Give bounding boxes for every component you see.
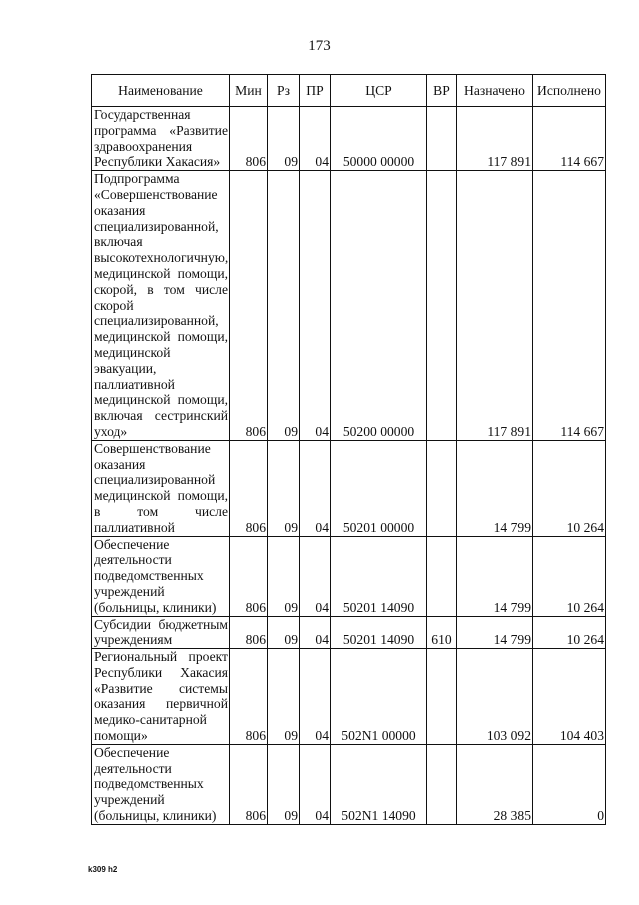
row-csr: 502N1 00000 [331,649,427,745]
table-row [92,744,606,824]
table-row [92,440,606,536]
row-pr: 04 [300,171,331,441]
row-assigned: 103 092 [457,649,533,745]
row-min: 806 [230,616,268,649]
table-row [92,649,606,745]
row-pr: 04 [300,616,331,649]
row-executed: 114 667 [533,171,606,441]
row-pr: 04 [300,107,331,171]
row-assigned: 14 799 [457,536,533,616]
row-min: 806 [230,536,268,616]
row-assigned: 28 385 [457,744,533,824]
row-min: 806 [230,744,268,824]
row-rz: 09 [268,440,300,536]
row-executed: 10 264 [533,440,606,536]
header-vr: ВР [427,75,457,107]
row-pr: 04 [300,649,331,745]
row-rz: 09 [268,107,300,171]
row-assigned: 117 891 [457,171,533,441]
row-csr: 50000 00000 [331,107,427,171]
row-pr: 04 [300,536,331,616]
row-executed: 10 264 [533,536,606,616]
header-row [92,75,606,107]
row-min: 806 [230,171,268,441]
row-vr [427,649,457,745]
row-vr [427,744,457,824]
row-name: Государственная программа «Развитие здравоохранения Республики Хакасия» [92,107,230,171]
row-vr [427,171,457,441]
header-pr: ПР [300,75,331,107]
header-csr: ЦСР [331,75,427,107]
row-min: 806 [230,107,268,171]
row-vr: 610 [427,616,457,649]
row-vr [427,536,457,616]
row-min: 806 [230,440,268,536]
row-csr: 50201 00000 [331,440,427,536]
row-pr: 04 [300,744,331,824]
table-row [92,171,606,441]
table-row [92,616,606,649]
row-assigned: 14 799 [457,440,533,536]
row-assigned: 14 799 [457,616,533,649]
row-name: Совершенствование оказания специализированной медицинской помощи, в том числе паллиативной [92,440,230,536]
row-name: Субсидии бюджетным учреждениям [92,616,230,649]
row-rz: 09 [268,744,300,824]
row-vr [427,440,457,536]
row-csr: 50200 00000 [331,171,427,441]
row-name: Обеспечение деятельности подведомственных учреждений (больницы, клиники) [92,536,230,616]
row-min: 806 [230,649,268,745]
row-name: Подпрограмма «Совершенствование оказания специализированной, включая высокотехнологичную, медицинской помощи, скорой, в том числе скорой специализированной, медицинской помощи, медицинской эвакуации, паллиативной медицинской помощи, включая сестринский уход» [92,171,230,441]
page-number: 173 [308,38,331,54]
row-csr: 50201 14090 [331,536,427,616]
row-executed: 104 403 [533,649,606,745]
row-rz: 09 [268,536,300,616]
row-vr [427,107,457,171]
budget-table [91,74,606,825]
table-row [92,536,606,616]
table-row [92,107,606,171]
row-rz: 09 [268,171,300,441]
header-executed: Исполнено [533,75,606,107]
row-pr: 04 [300,440,331,536]
footer-code: k309 h2 [88,865,118,874]
row-name: Региональный проект Республики Хакасия «Развитие системы оказания первичной медико-санитарной помощи» [92,649,230,745]
row-csr: 50201 14090 [331,616,427,649]
header-assigned: Назначено [457,75,533,107]
header-rz: Рз [268,75,300,107]
header-name: Наименование [92,75,230,107]
row-csr: 502N1 14090 [331,744,427,824]
row-name: Обеспечение деятельности подведомственных учреждений (больницы, клиники) [92,744,230,824]
row-assigned: 117 891 [457,107,533,171]
header-min: Мин [230,75,268,107]
row-rz: 09 [268,649,300,745]
row-executed: 0 [533,744,606,824]
row-rz: 09 [268,616,300,649]
row-executed: 10 264 [533,616,606,649]
row-executed: 114 667 [533,107,606,171]
